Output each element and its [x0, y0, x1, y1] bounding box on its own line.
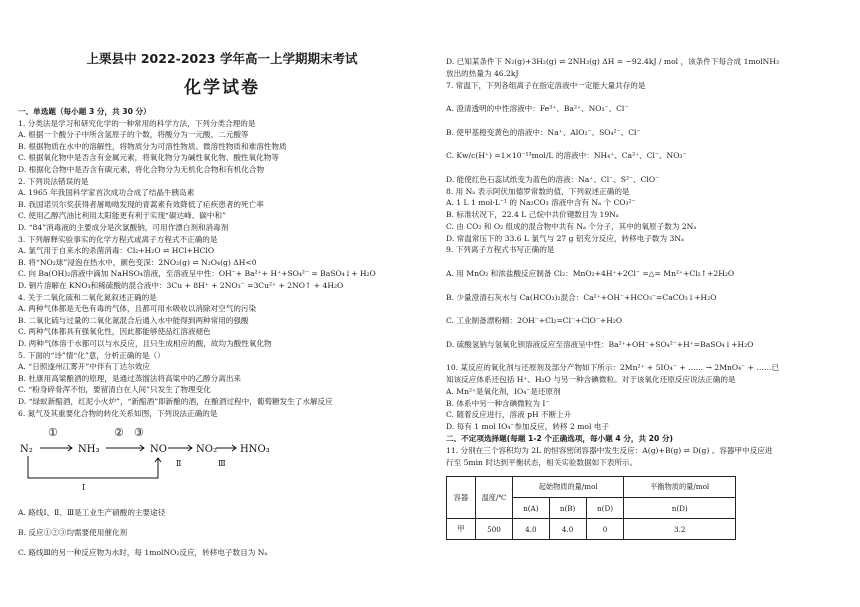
cell-nd-equilibrium: 3.2	[624, 519, 736, 540]
question-line: C. 两种气体都具有强氧化性，因此都能够使品红溶液褪色	[18, 327, 211, 337]
scheme-route-3: Ⅲ	[218, 459, 226, 468]
question-line: A. 两种气体都是无色有毒的气体，且都可用水吸收以消除对空气的污染	[18, 304, 257, 314]
question-line	[446, 162, 846, 173]
question-line	[446, 138, 846, 149]
question-line: A. 氯气用于自来水的杀菌消毒：Cl₂+H₂O ⇌ HCl+HClO	[18, 246, 215, 256]
scheme-n2: N₂	[20, 444, 33, 455]
scheme-circle-1: ①	[48, 426, 58, 439]
scheme-circle-3: ③	[134, 426, 144, 439]
question-line: B. 我国诺贝尔奖获得者屠呦呦发现的青蒿素有效降低了疟疾患者的死亡率	[18, 199, 264, 209]
question-line: B. 使甲基橙变黄色的溶液中：Na⁺、AlO₂⁻、SO₄²⁻、Cl⁻	[446, 127, 641, 137]
scheme-no2: NO₂	[196, 444, 217, 455]
cell-nd: 0	[586, 519, 624, 540]
question-line	[446, 256, 846, 267]
cell-na: 4.0	[513, 519, 550, 540]
question-line: 2. 下列说法错误的是	[18, 176, 89, 186]
th-nd-equilibrium: n(D)	[624, 498, 736, 519]
question-line: B. 体系中另一种含碘微粒为 I⁻	[446, 398, 550, 408]
scheme-hno3: HNO₃	[240, 444, 270, 455]
question-line: D. 根据化合物中是否含有碳元素，将化合物分为无机化合物和有机化合物	[18, 165, 265, 174]
th-initial-amount: 起始物质的量/mol	[513, 477, 624, 498]
th-temperature: 温度/℃	[476, 477, 513, 519]
question-line: D. “绿蚁新醅酒，红泥小火炉”，“新醅酒”即新酿的酒，在酿酒过程中，葡萄糖发生了水解反应	[18, 397, 333, 406]
question-line: 放出的热量为 46.2kJ	[446, 68, 519, 78]
question-line: D. 每有 1 mol IO₄⁻参加反应，转移 2 mol 电子	[446, 422, 610, 432]
scheme-circle-2: ②	[114, 426, 124, 439]
question-line	[446, 303, 846, 314]
question-line: C. 工业制备漂粉精：2OH⁻+Cl₂=Cl⁻+ClO⁻+H₂O	[446, 316, 623, 326]
question-line: D. 已知某条件下 N₂(g)+3H₂(g) ⇌ 2NH₃(g) ΔH = −92.4kJ / mol ，该条件下每合成 1molNH₃	[446, 57, 779, 66]
question-line: D. 硫酸氢钠与氢氧化钡溶液反应至溶液呈中性：Ba²⁺+OH⁻+SO₄²⁻+H⁺=BaSO₄↓+H₂O	[446, 339, 754, 349]
question-line: 5. 下面的“诗”情“化”意，分析正确的是（）	[18, 350, 165, 360]
question-line: B. 二氧化硫与过量的二氧化氮混合后通入水中能得到两种常用的强酸	[18, 315, 249, 325]
question-line: 知该反应体系还包括 H⁺、H₂O 与另一种含碘微粒。对于该氧化还原反应说法正确的是	[446, 375, 736, 385]
question-line	[446, 351, 846, 362]
question-line: 8. 用 Nₐ 表示阿伏加德罗常数的值，下列叙述正确的是	[446, 186, 630, 196]
question-line: 行至 5min 时达到平衡状态，相关实验数据如下表所示。	[446, 457, 638, 467]
scheme-no: NO	[150, 444, 167, 455]
question-line: C. 由 CO₂ 和 O₂ 组成的混合物中共有 Nₐ 个分子，其中的氧原子数为 2Nₐ	[446, 221, 697, 231]
question-line: D. 常温常压下的 33.6 L 氯气与 27 g 铝充分反应，转移电子数为 3Nₐ	[446, 233, 684, 243]
question-line: 3. 下列解释实验事实的化学方程式或离子方程式不正确的是	[18, 234, 218, 244]
question-line: C. 根据氧化物中是否含有金属元素，将氧化物分为碱性氧化物、酸性氧化物等	[18, 153, 279, 163]
question-line: C. Kw/c(H⁺) =1×10⁻¹³mol/L 的溶液中：NH₄⁺、Ca²⁺、Cl⁻、NO₃⁻	[446, 151, 687, 161]
question-line: B. 反应①②③均需要使用催化剂	[18, 528, 128, 537]
question-line	[446, 115, 846, 126]
th-nd: n(D)	[586, 498, 624, 519]
question-line: D. 能使红色石蕊试纸变为蓝色的溶液：Na⁺、Cl⁻、S²⁻、ClO⁻	[446, 174, 660, 184]
question-line: B. 少量澄清石灰水与 Ca(HCO₃)₂混合：Ca²⁺+OH⁻+HCO₃⁻=CaCO₃↓+H₂O	[446, 292, 717, 302]
question-line: 6. 氮气及其重要化合物的转化关系如图，下列说法正确的是	[18, 408, 218, 418]
question-line: D. 两种气体溶于水都可以与水反应，且只生成相应的酸，故均为酸性氧化物	[18, 339, 272, 348]
question-line: 1. 分类法是学习和研究化学的一种常用的科学方法，下列分类合理的是	[18, 118, 256, 128]
question-line: 11. 分别在三个容积均为 2L 的恒容密闭容器中发生反应：A(g)+B(g) ⇌ D(g) 。容器甲中反应进	[446, 445, 773, 455]
question-line: A. 澄清透明的中性溶液中：Fe³⁺、Ba²⁺、NO₃⁻、Cl⁻	[446, 104, 629, 114]
scheme-nh3: NH₃	[78, 444, 100, 455]
question-line: B. 根据物质在水中的溶解性，将物质分为可溶性物质、微溶性物质和难溶性物质	[18, 141, 287, 151]
th-nb: n(B)	[549, 498, 586, 519]
question-line: A. 1965 年我国科学家首次成功合成了结晶牛胰岛素	[18, 188, 195, 198]
question-line	[446, 327, 846, 338]
nitrogen-conversion-scheme	[18, 420, 278, 498]
question-line: A. Mn²⁺是氧化剂，IO₄⁻是还原剂	[446, 386, 561, 396]
question-line	[446, 91, 846, 102]
question-line: A. 1 L 1 mol·L⁻¹ 的 Na₂CO₃ 溶液中含有 Nₐ 个 CO₃²⁻	[446, 198, 636, 208]
question-line: C. 使用乙醇汽油比利用太阳能更有利于实现“碳达峰、碳中和”	[18, 211, 226, 221]
question-line: D. “84”消毒液的主要成分是次氯酸钠，可用作漂白剂和消毒剂	[18, 223, 229, 232]
th-container: 容器	[447, 477, 476, 519]
question-line: A. 根据一个酸分子中所含氢原子的个数，将酸分为一元酸、二元酸等	[18, 130, 249, 140]
question-line: B. 将“NO₂球”浸泡在热水中，颜色变深：2NO₂(g) ⇌ N₂O₄(g) ΔH<0	[18, 257, 257, 267]
question-line: A. 用 MnO₂ 和浓盐酸反应制备 Cl₂：MnO₂+4H⁺+2Cl⁻ =△= Mn²⁺+Cl₂↑+2H₂O	[446, 269, 735, 279]
question-line: 7. 常温下，下列各组离子在指定溶液中一定能大量共存的是	[446, 80, 646, 90]
question-line: 4. 关于二氧化硫和二氧化氮叙述正确的是	[18, 292, 157, 302]
experiment-data-table	[446, 476, 736, 540]
cell-temperature: 500	[476, 519, 513, 540]
cell-container: 甲	[447, 519, 476, 540]
question-line: C. 向 Ba(OH)₂溶液中滴加 NaHSO₄溶液，至溶液呈中性：OH⁻+ Ba²⁺+ H⁺+SO₄²⁻ = BaSO₄↓+ H₂O	[18, 269, 376, 279]
question-line: A. 路线Ⅰ、Ⅱ、Ⅲ是工业生产硝酸的主要途径	[18, 508, 166, 517]
question-line: C. “粉身碎骨浑不怕，要留清白在人间”只发生了物理变化	[18, 385, 211, 395]
question-line	[446, 280, 846, 291]
question-line: C. 路线Ⅲ的另一种反应物为水时，每 1molNO₂反应，转移电子数目为 Nₐ	[18, 548, 268, 557]
question-line: 10. 某反应的氧化剂与还原剂及部分产物如下所示：2Mn²⁺ + 5IO₄⁻ + …… → 2MnO₄⁻ + ……已	[446, 363, 780, 373]
question-line: B. 标准状况下，22.4 L 己烷中共价键数目为 19Nₐ	[446, 210, 619, 220]
exam-subtitle: 化学试卷	[184, 78, 260, 98]
scheme-route-1: Ⅰ	[82, 483, 86, 492]
scheme-route-2: Ⅱ	[176, 459, 182, 468]
question-line: C. 随着反应进行，溶液 pH 不断上升	[446, 410, 572, 420]
question-line: 9. 下列离子方程式书写正确的是	[446, 245, 555, 255]
question-line: A. “日照遂州江雾开”中伴有丁达尔效应	[18, 362, 150, 372]
th-na: n(A)	[513, 498, 550, 519]
section-heading: 一、单选题（每小题 3 分，共 30 分）	[18, 107, 151, 116]
th-equilibrium-amount: 平衡物质的量/mol	[624, 477, 736, 498]
cell-nb: 4.0	[549, 519, 586, 540]
section-heading: 二、不定项选择题(每题 1-2 个正确选项，每小题 4 分，共 20 分)	[446, 433, 674, 443]
question-line: B. 杜康用高粱酿酒的原理，是通过蒸馏法将高粱中的乙醇分离出来	[18, 373, 242, 383]
exam-title: 上栗县中 2022-2023 学年高一上学期期末考试	[86, 51, 358, 66]
question-line: D. 铜片溶解在 KNO₃和稀硫酸的混合液中：3Cu + 8H⁺ + 2NO₃⁻ =3Cu²⁺ + 2NO↑ + 4H₂O	[18, 281, 344, 290]
